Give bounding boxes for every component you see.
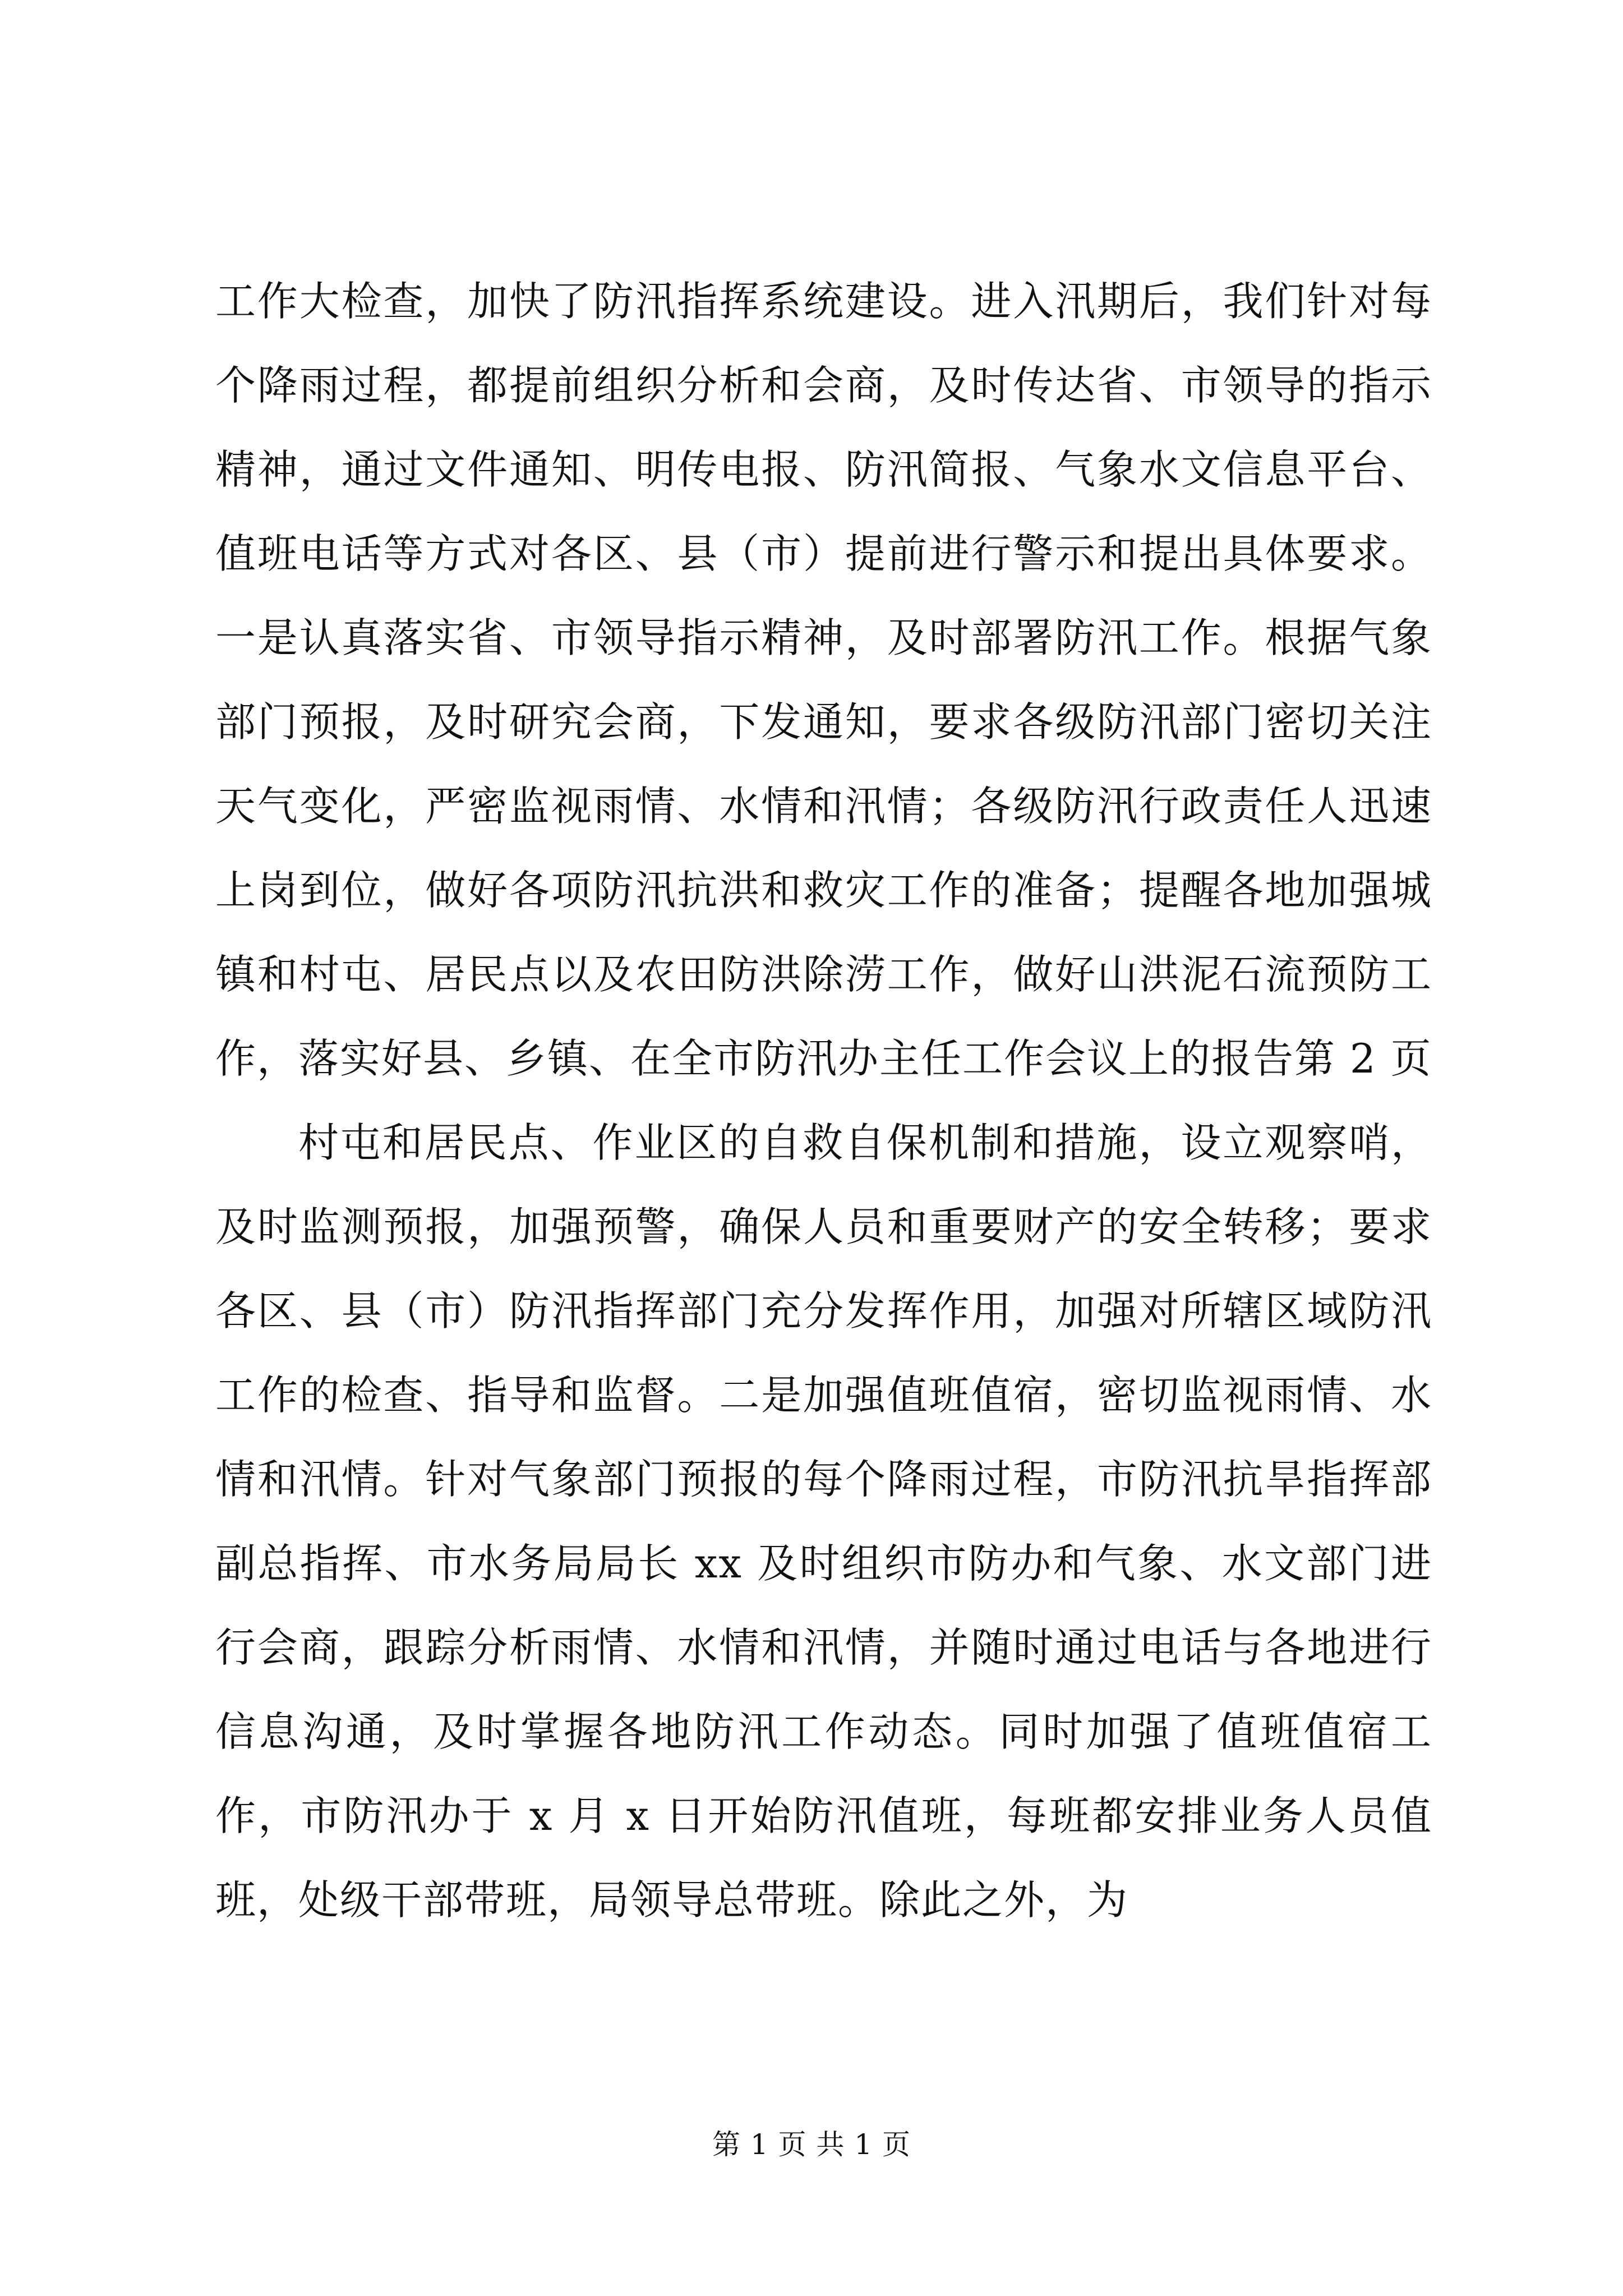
page-footer: 第 1 页 共 1 页 [712, 2128, 911, 2161]
paragraph-2: 村屯和居民点、作业区的自救自保机制和措施，设立观察哨，及时监测预报，加强预警，确保人员和重要财产的安全转移；要求各区、县（市）防汛指挥部门充分发挥作用，加强对所辖区域防汛工作的检查、指导和监督。二是加强值班值宿，密切监视雨情、水情和汛情。针对气象部门预报的每个降雨过程，市防汛抗旱指挥部副总指挥、市水务局局长 xx 及时组织市防办和气象、水文部门进行会商，跟踪分析雨情、水情和汛情，并随时通过电话与各地进行信息沟通，及时掌握各地防汛工作动态。同时加强了值班值宿工作，市防汛办于 x 月 x 日开始防汛值班，每班都安排业务人员值班，处级干部带班，局领导总带班。除此之外，为 [215, 1119, 1432, 1924]
document-body [215, 259, 1432, 1942]
paragraph-1: 工作大检查，加快了防汛指挥系统建设。进入汛期后，我们针对每个降雨过程，都提前组织分析和会商，及时传达省、市领导的指示精神，通过文件通知、明传电报、防汛简报、气象水文信息平台、值班电话等方式对各区、县（市）提前进行警示和提出具体要求。一是认真落实省、市领导指示精神，及时部署防汛工作。根据气象部门预报，及时研究会商，下发通知，要求各级防汛部门密切关注天气变化，严密监视雨情、水情和汛情；各级防汛行政责任人迅速上岗到位，做好各项防汛抗洪和救灾工作的准备；提醒各地加强城镇和村屯、居民点以及农田防洪除涝工作，做好山洪泥石流预防工作，落实好县、乡镇、在全市防汛办主任工作会议上的报告第 2 页 [215, 278, 1432, 1082]
